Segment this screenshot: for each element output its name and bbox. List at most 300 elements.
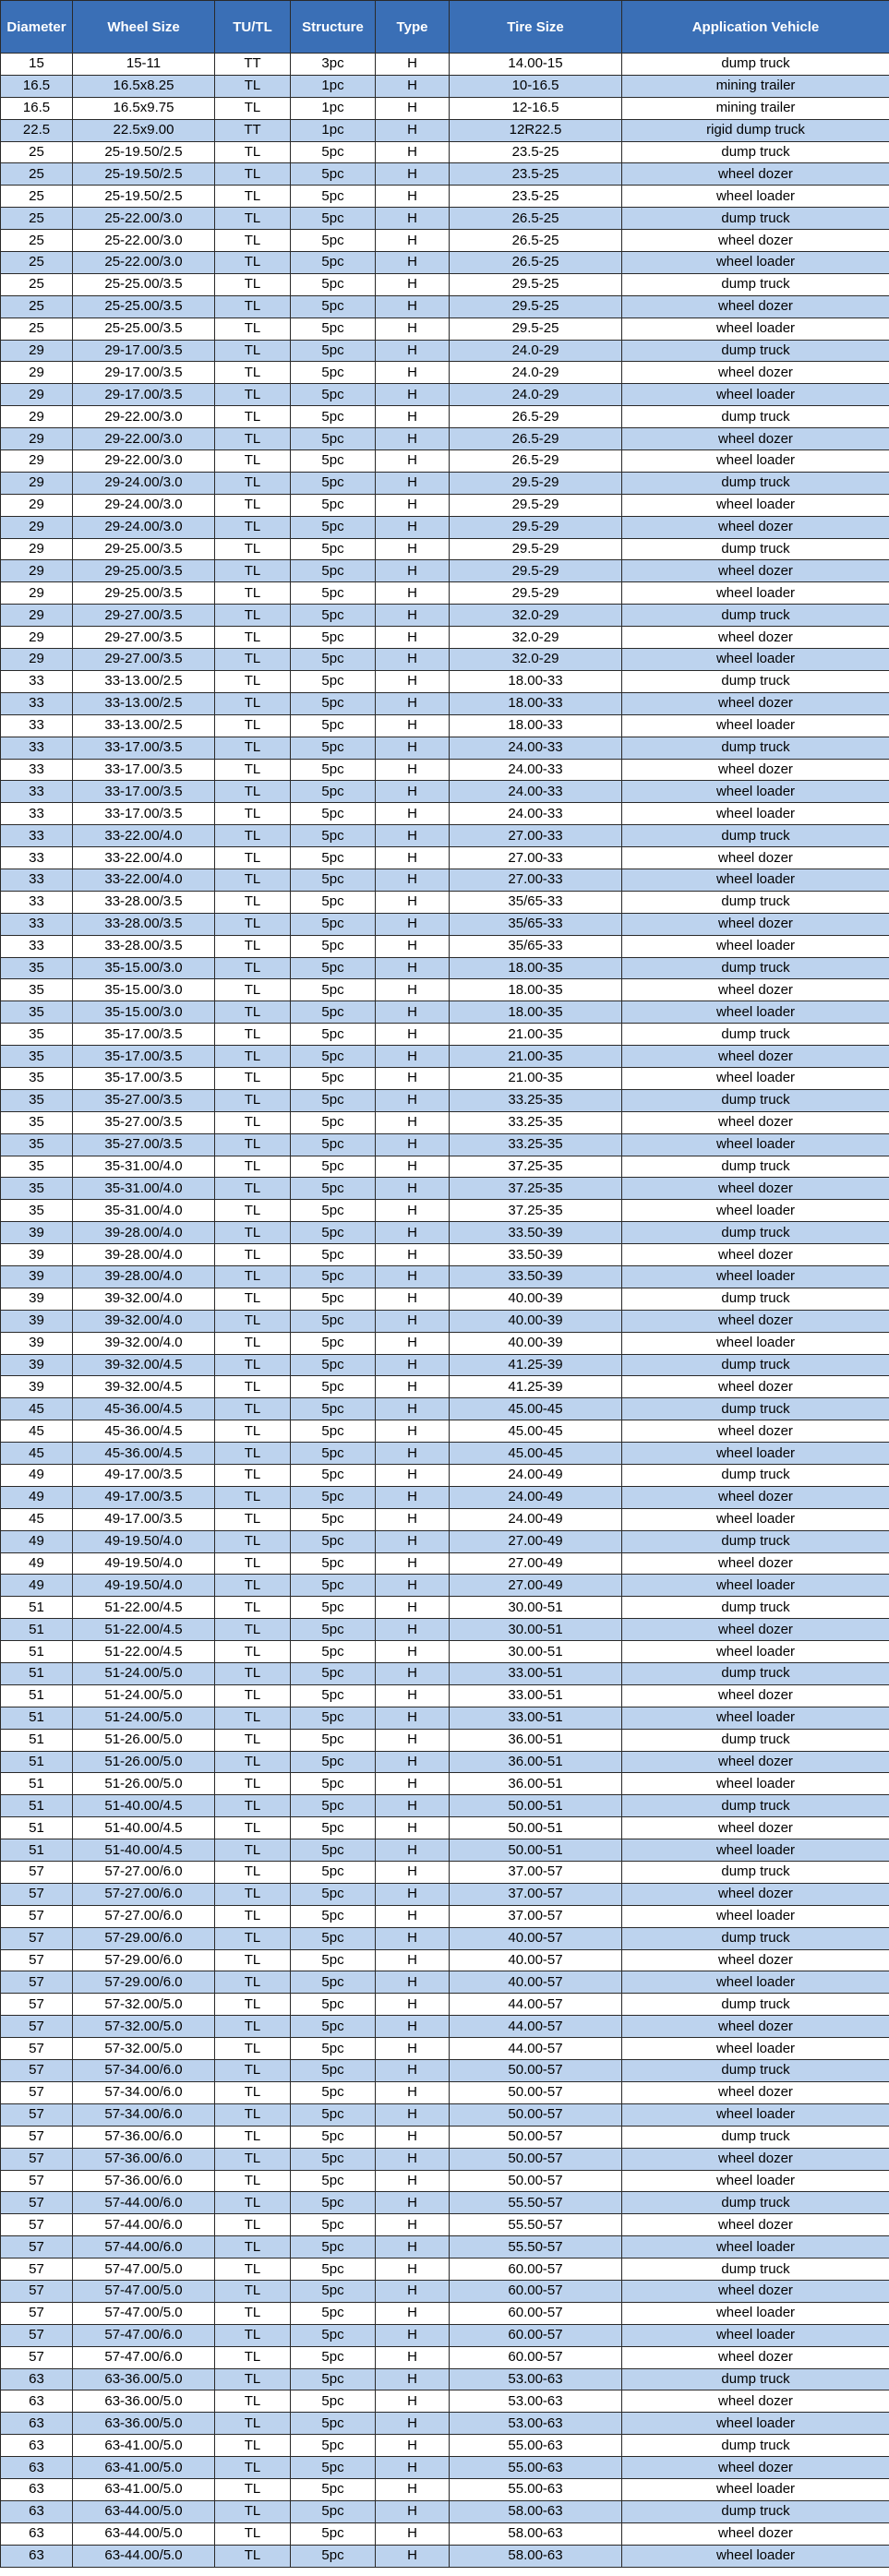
cell-tu-tl: TL [215, 1288, 291, 1310]
cell-wheel-size: 29-27.00/3.5 [73, 649, 215, 671]
cell-wheel-size: 51-26.00/5.0 [73, 1751, 215, 1773]
cell-application-vehicle: dump truck [622, 2258, 889, 2281]
cell-structure: 5pc [291, 1244, 376, 1266]
cell-structure: 5pc [291, 1641, 376, 1663]
cell-tu-tl: TL [215, 847, 291, 869]
cell-type: H [376, 1508, 450, 1530]
cell-tire-size: 40.00-39 [450, 1310, 622, 1332]
cell-application-vehicle: wheel dozer [622, 1046, 889, 1068]
cell-type: H [376, 714, 450, 737]
cell-application-vehicle: wheel dozer [622, 2148, 889, 2170]
cell-type: H [376, 2214, 450, 2236]
cell-wheel-size: 29-17.00/3.5 [73, 362, 215, 384]
cell-diameter: 25 [1, 163, 73, 186]
cell-tire-size: 60.00-57 [450, 2258, 622, 2281]
cell-type: H [376, 1178, 450, 1200]
cell-application-vehicle: dump truck [622, 1288, 889, 1310]
cell-type: H [376, 847, 450, 869]
cell-structure: 5pc [291, 1684, 376, 1707]
cell-application-vehicle: wheel loader [622, 2236, 889, 2258]
cell-application-vehicle: wheel dozer [622, 913, 889, 935]
cell-tire-size: 33.25-35 [450, 1133, 622, 1156]
cell-structure: 5pc [291, 1089, 376, 1111]
cell-application-vehicle: wheel loader [622, 450, 889, 473]
table-row [1, 891, 889, 913]
table-row [1, 649, 889, 671]
cell-structure: 5pc [291, 1398, 376, 1420]
cell-wheel-size: 57-32.00/5.0 [73, 1994, 215, 2016]
cell-wheel-size: 63-41.00/5.0 [73, 2435, 215, 2457]
table-row [1, 2081, 889, 2103]
cell-application-vehicle: wheel dozer [622, 1949, 889, 1971]
cell-tire-size: 55.00-63 [450, 2457, 622, 2479]
cell-tu-tl: TL [215, 1641, 291, 1663]
cell-wheel-size: 29-27.00/3.5 [73, 627, 215, 649]
cell-tire-size: 14.00-15 [450, 54, 622, 76]
cell-type: H [376, 2478, 450, 2500]
table-row [1, 1376, 889, 1398]
cell-application-vehicle: wheel loader [622, 1508, 889, 1530]
cell-type: H [376, 560, 450, 582]
cell-tu-tl: TL [215, 450, 291, 473]
cell-diameter: 63 [1, 2413, 73, 2435]
cell-type: H [376, 472, 450, 494]
cell-structure: 5pc [291, 714, 376, 737]
cell-tire-size: 33.50-39 [450, 1222, 622, 1244]
cell-wheel-size: 49-17.00/3.5 [73, 1486, 215, 1508]
table-row [1, 450, 889, 473]
table-row [1, 1332, 889, 1354]
cell-application-vehicle: mining trailer [622, 97, 889, 119]
cell-type: H [376, 2126, 450, 2148]
cell-application-vehicle: wheel dozer [622, 1178, 889, 1200]
cell-structure: 5pc [291, 406, 376, 428]
cell-type: H [376, 1111, 450, 1133]
cell-application-vehicle: wheel dozer [622, 627, 889, 649]
cell-structure: 5pc [291, 737, 376, 759]
cell-tu-tl: TL [215, 1994, 291, 2016]
cell-wheel-size: 63-41.00/5.0 [73, 2457, 215, 2479]
cell-wheel-size: 29-24.00/3.0 [73, 516, 215, 538]
cell-type: H [376, 1575, 450, 1597]
cell-tu-tl: TL [215, 252, 291, 274]
cell-type: H [376, 2522, 450, 2545]
cell-structure: 5pc [291, 2368, 376, 2390]
cell-type: H [376, 1465, 450, 1487]
cell-type: H [376, 2302, 450, 2324]
cell-diameter: 63 [1, 2500, 73, 2522]
cell-type: H [376, 1001, 450, 1024]
table-row [1, 1575, 889, 1597]
table-row [1, 1001, 889, 1024]
table-row [1, 1862, 889, 1884]
cell-application-vehicle: mining trailer [622, 75, 889, 97]
cell-structure: 5pc [291, 2258, 376, 2281]
cell-wheel-size: 29-25.00/3.5 [73, 582, 215, 605]
cell-diameter: 57 [1, 1862, 73, 1884]
cell-application-vehicle: dump truck [622, 825, 889, 847]
cell-wheel-size: 63-44.00/5.0 [73, 2545, 215, 2567]
cell-diameter: 15 [1, 54, 73, 76]
cell-type: H [376, 2324, 450, 2346]
cell-application-vehicle: wheel dozer [622, 1111, 889, 1133]
cell-diameter: 29 [1, 560, 73, 582]
cell-wheel-size: 51-26.00/5.0 [73, 1773, 215, 1795]
cell-diameter: 33 [1, 737, 73, 759]
cell-structure: 5pc [291, 472, 376, 494]
cell-tu-tl: TL [215, 1619, 291, 1641]
cell-type: H [376, 1310, 450, 1332]
cell-diameter: 57 [1, 2170, 73, 2192]
cell-diameter: 63 [1, 2522, 73, 2545]
cell-tire-size: 44.00-57 [450, 1994, 622, 2016]
cell-type: H [376, 605, 450, 627]
cell-wheel-size: 45-36.00/4.5 [73, 1420, 215, 1443]
table-row [1, 1597, 889, 1619]
cell-type: H [376, 2038, 450, 2060]
cell-type: H [376, 273, 450, 295]
cell-tu-tl: TL [215, 670, 291, 692]
table-row [1, 1817, 889, 1839]
cell-type: H [376, 1684, 450, 1707]
header-tire-size: Tire Size [450, 1, 622, 54]
table-row [1, 273, 889, 295]
cell-tire-size: 44.00-57 [450, 2016, 622, 2038]
table-row [1, 406, 889, 428]
cell-type: H [376, 2346, 450, 2368]
cell-application-vehicle: wheel loader [622, 582, 889, 605]
cell-diameter: 39 [1, 1288, 73, 1310]
cell-structure: 5pc [291, 2346, 376, 2368]
cell-type: H [376, 803, 450, 825]
cell-diameter: 33 [1, 692, 73, 714]
cell-tu-tl: TL [215, 2478, 291, 2500]
table-row [1, 803, 889, 825]
cell-diameter: 49 [1, 1530, 73, 1552]
cell-wheel-size: 51-24.00/5.0 [73, 1684, 215, 1707]
cell-diameter: 25 [1, 186, 73, 208]
cell-tu-tl: TL [215, 1046, 291, 1068]
cell-type: H [376, 1354, 450, 1376]
cell-type: H [376, 582, 450, 605]
cell-type: H [376, 1443, 450, 1465]
cell-wheel-size: 45-36.00/4.5 [73, 1398, 215, 1420]
table-row [1, 186, 889, 208]
cell-wheel-size: 15-11 [73, 54, 215, 76]
cell-tire-size: 29.5-25 [450, 295, 622, 318]
cell-wheel-size: 29-27.00/3.5 [73, 605, 215, 627]
cell-tire-size: 29.5-29 [450, 472, 622, 494]
cell-diameter: 57 [1, 2302, 73, 2324]
table-row [1, 2016, 889, 2038]
table-row [1, 1663, 889, 1685]
cell-tu-tl: TL [215, 979, 291, 1001]
cell-type: H [376, 318, 450, 340]
cell-structure: 5pc [291, 362, 376, 384]
cell-type: H [376, 2103, 450, 2126]
cell-tu-tl: TL [215, 97, 291, 119]
table-row [1, 119, 889, 141]
cell-tire-size: 18.00-33 [450, 670, 622, 692]
cell-diameter: 25 [1, 230, 73, 252]
table-row [1, 692, 889, 714]
cell-diameter: 51 [1, 1641, 73, 1663]
cell-diameter: 29 [1, 582, 73, 605]
cell-application-vehicle: dump truck [622, 670, 889, 692]
cell-diameter: 35 [1, 1156, 73, 1178]
table-row [1, 2038, 889, 2060]
cell-diameter: 49 [1, 1486, 73, 1508]
cell-application-vehicle: dump truck [622, 1354, 889, 1376]
cell-application-vehicle: wheel loader [622, 714, 889, 737]
cell-tire-size: 40.00-39 [450, 1332, 622, 1354]
cell-diameter: 49 [1, 1552, 73, 1575]
cell-tire-size: 33.50-39 [450, 1265, 622, 1288]
cell-application-vehicle: wheel dozer [622, 2016, 889, 2038]
cell-structure: 5pc [291, 1133, 376, 1156]
cell-tu-tl: TL [215, 2346, 291, 2368]
cell-application-vehicle: wheel dozer [622, 1751, 889, 1773]
cell-tu-tl: TL [215, 1862, 291, 1884]
cell-diameter: 29 [1, 472, 73, 494]
cell-diameter: 29 [1, 516, 73, 538]
cell-wheel-size: 29-24.00/3.0 [73, 472, 215, 494]
cell-application-vehicle: wheel dozer [622, 230, 889, 252]
cell-application-vehicle: wheel loader [622, 494, 889, 516]
cell-type: H [376, 2148, 450, 2170]
cell-type: H [376, 670, 450, 692]
cell-application-vehicle: wheel loader [622, 2302, 889, 2324]
cell-wheel-size: 39-32.00/4.0 [73, 1288, 215, 1310]
cell-type: H [376, 406, 450, 428]
cell-type: H [376, 1905, 450, 1927]
cell-tire-size: 24.00-49 [450, 1465, 622, 1487]
cell-wheel-size: 29-25.00/3.5 [73, 538, 215, 560]
cell-diameter: 29 [1, 428, 73, 450]
cell-diameter: 25 [1, 295, 73, 318]
cell-wheel-size: 25-25.00/3.5 [73, 295, 215, 318]
cell-tire-size: 50.00-57 [450, 2103, 622, 2126]
cell-tu-tl: TL [215, 2258, 291, 2281]
cell-wheel-size: 49-17.00/3.5 [73, 1465, 215, 1487]
cell-wheel-size: 33-13.00/2.5 [73, 670, 215, 692]
cell-type: H [376, 2500, 450, 2522]
cell-wheel-size: 29-17.00/3.5 [73, 340, 215, 362]
cell-tire-size: 60.00-57 [450, 2324, 622, 2346]
cell-wheel-size: 57-32.00/5.0 [73, 2016, 215, 2038]
cell-structure: 5pc [291, 1795, 376, 1817]
cell-tu-tl: TL [215, 1773, 291, 1795]
cell-tire-size: 35/65-33 [450, 935, 622, 957]
cell-structure: 5pc [291, 252, 376, 274]
cell-wheel-size: 57-36.00/6.0 [73, 2170, 215, 2192]
table-row [1, 1839, 889, 1862]
cell-tu-tl: TL [215, 913, 291, 935]
cell-type: H [376, 1200, 450, 1222]
cell-tu-tl: TL [215, 582, 291, 605]
cell-type: H [376, 1265, 450, 1288]
cell-structure: 5pc [291, 670, 376, 692]
cell-diameter: 16.5 [1, 75, 73, 97]
cell-type: H [376, 1619, 450, 1641]
cell-tire-size: 44.00-57 [450, 2038, 622, 2060]
cell-tu-tl: TL [215, 75, 291, 97]
cell-structure: 5pc [291, 1530, 376, 1552]
cell-tu-tl: TL [215, 2413, 291, 2435]
cell-tu-tl: TL [215, 935, 291, 957]
cell-application-vehicle: wheel loader [622, 1443, 889, 1465]
cell-tire-size: 37.00-57 [450, 1905, 622, 1927]
cell-type: H [376, 538, 450, 560]
cell-structure: 5pc [291, 2103, 376, 2126]
cell-application-vehicle: dump truck [622, 141, 889, 163]
cell-wheel-size: 63-41.00/5.0 [73, 2478, 215, 2500]
table-row [1, 2192, 889, 2214]
cell-tu-tl: TL [215, 2016, 291, 2038]
cell-tire-size: 10-16.5 [450, 75, 622, 97]
cell-diameter: 57 [1, 1883, 73, 1905]
cell-tu-tl: TL [215, 627, 291, 649]
cell-type: H [376, 163, 450, 186]
cell-tire-size: 12R22.5 [450, 119, 622, 141]
cell-structure: 5pc [291, 208, 376, 230]
table-row [1, 913, 889, 935]
cell-tu-tl: TL [215, 803, 291, 825]
cell-tire-size: 32.0-29 [450, 627, 622, 649]
cell-structure: 5pc [291, 1465, 376, 1487]
cell-tu-tl: TL [215, 208, 291, 230]
cell-diameter: 57 [1, 2214, 73, 2236]
cell-structure: 5pc [291, 1839, 376, 1862]
cell-structure: 5pc [291, 935, 376, 957]
table-row [1, 2170, 889, 2192]
cell-application-vehicle: wheel dozer [622, 1310, 889, 1332]
table-body [1, 54, 889, 2568]
cell-type: H [376, 2060, 450, 2082]
cell-diameter: 57 [1, 2016, 73, 2038]
cell-tu-tl: TL [215, 1024, 291, 1046]
cell-application-vehicle: wheel dozer [622, 1486, 889, 1508]
cell-tire-size: 26.5-25 [450, 252, 622, 274]
cell-wheel-size: 33-28.00/3.5 [73, 891, 215, 913]
table-row [1, 1156, 889, 1178]
cell-structure: 5pc [291, 1575, 376, 1597]
cell-structure: 5pc [291, 230, 376, 252]
cell-tu-tl: TL [215, 1156, 291, 1178]
cell-application-vehicle: wheel loader [622, 2324, 889, 2346]
cell-structure: 5pc [291, 1663, 376, 1685]
cell-tire-size: 21.00-35 [450, 1067, 622, 1089]
cell-diameter: 29 [1, 384, 73, 406]
cell-application-vehicle: wheel loader [622, 1200, 889, 1222]
cell-wheel-size: 57-44.00/6.0 [73, 2214, 215, 2236]
table-row [1, 2500, 889, 2522]
cell-tire-size: 29.5-29 [450, 494, 622, 516]
cell-wheel-size: 51-22.00/4.5 [73, 1641, 215, 1663]
table-row [1, 2435, 889, 2457]
table-row [1, 1046, 889, 1068]
cell-tire-size: 18.00-33 [450, 714, 622, 737]
cell-wheel-size: 57-27.00/6.0 [73, 1905, 215, 1927]
cell-structure: 5pc [291, 979, 376, 1001]
cell-tu-tl: TL [215, 2170, 291, 2192]
cell-wheel-size: 51-22.00/4.5 [73, 1619, 215, 1641]
cell-structure: 5pc [291, 560, 376, 582]
cell-wheel-size: 39-28.00/4.0 [73, 1265, 215, 1288]
cell-structure: 5pc [291, 2016, 376, 2038]
cell-tire-size: 29.5-29 [450, 538, 622, 560]
cell-tire-size: 29.5-25 [450, 273, 622, 295]
cell-tire-size: 50.00-57 [450, 2081, 622, 2103]
cell-tire-size: 18.00-35 [450, 979, 622, 1001]
cell-application-vehicle: dump truck [622, 1862, 889, 1884]
cell-type: H [376, 957, 450, 979]
cell-diameter: 51 [1, 1597, 73, 1619]
cell-diameter: 35 [1, 1133, 73, 1156]
cell-diameter: 39 [1, 1332, 73, 1354]
cell-diameter: 63 [1, 2435, 73, 2457]
cell-type: H [376, 1156, 450, 1178]
cell-application-vehicle: wheel loader [622, 1773, 889, 1795]
cell-diameter: 57 [1, 1927, 73, 1949]
cell-application-vehicle: wheel loader [622, 1575, 889, 1597]
cell-tu-tl: TT [215, 119, 291, 141]
cell-structure: 5pc [291, 1111, 376, 1133]
table-row [1, 318, 889, 340]
cell-diameter: 25 [1, 252, 73, 274]
cell-type: H [376, 450, 450, 473]
cell-structure: 5pc [291, 2170, 376, 2192]
cell-application-vehicle: dump truck [622, 1222, 889, 1244]
cell-type: H [376, 141, 450, 163]
cell-diameter: 39 [1, 1354, 73, 1376]
cell-wheel-size: 57-47.00/6.0 [73, 2324, 215, 2346]
cell-tire-size: 50.00-51 [450, 1817, 622, 1839]
cell-diameter: 57 [1, 2038, 73, 2060]
cell-structure: 5pc [291, 1883, 376, 1905]
cell-tire-size: 58.00-63 [450, 2545, 622, 2567]
cell-tu-tl: TL [215, 1067, 291, 1089]
cell-diameter: 25 [1, 141, 73, 163]
cell-wheel-size: 35-31.00/4.0 [73, 1200, 215, 1222]
cell-tire-size: 24.00-49 [450, 1508, 622, 1530]
cell-type: H [376, 186, 450, 208]
cell-wheel-size: 25-25.00/3.5 [73, 318, 215, 340]
cell-type: H [376, 913, 450, 935]
cell-tire-size: 33.00-51 [450, 1684, 622, 1707]
cell-wheel-size: 16.5x9.75 [73, 97, 215, 119]
cell-type: H [376, 230, 450, 252]
cell-application-vehicle: wheel loader [622, 186, 889, 208]
cell-type: H [376, 649, 450, 671]
cell-wheel-size: 57-34.00/6.0 [73, 2060, 215, 2082]
cell-structure: 5pc [291, 2500, 376, 2522]
cell-type: H [376, 208, 450, 230]
cell-structure: 5pc [291, 163, 376, 186]
table-row [1, 494, 889, 516]
cell-tu-tl: TL [215, 186, 291, 208]
cell-tire-size: 45.00-45 [450, 1398, 622, 1420]
cell-structure: 5pc [291, 1486, 376, 1508]
cell-wheel-size: 35-27.00/3.5 [73, 1089, 215, 1111]
cell-tire-size: 55.50-57 [450, 2214, 622, 2236]
cell-diameter: 35 [1, 1001, 73, 1024]
cell-diameter: 51 [1, 1751, 73, 1773]
cell-diameter: 57 [1, 2236, 73, 2258]
cell-diameter: 45 [1, 1420, 73, 1443]
table-row [1, 737, 889, 759]
cell-tu-tl: TL [215, 340, 291, 362]
